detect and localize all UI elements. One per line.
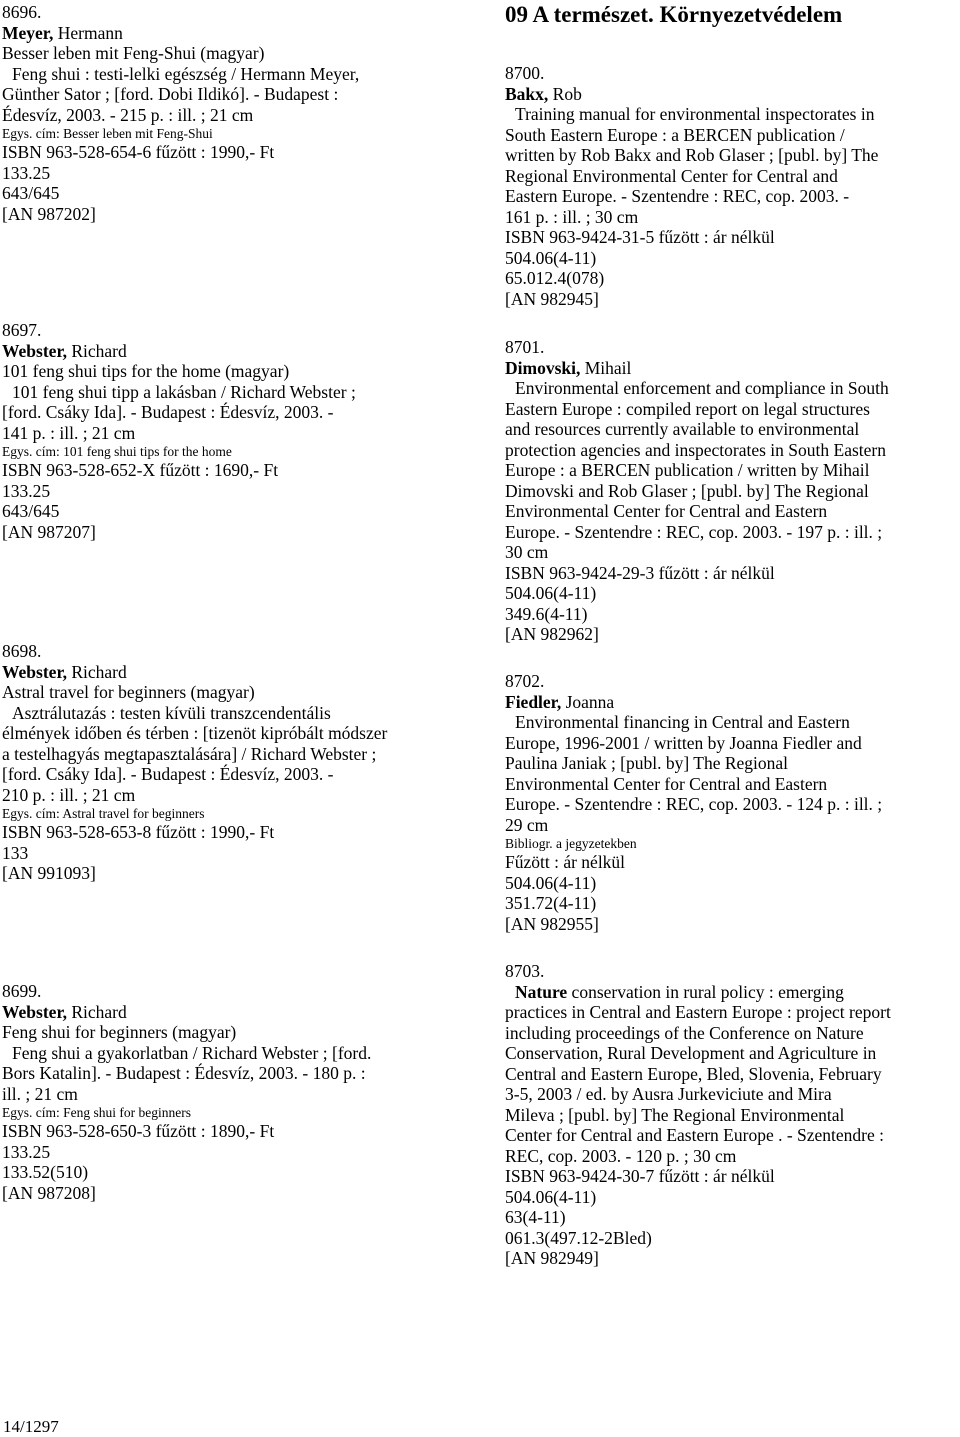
entry-number: 8698. xyxy=(2,641,42,661)
page-number: 14/1297 xyxy=(3,1417,59,1436)
description-line: Regional Environmental Center for Central and xyxy=(505,165,838,186)
description-line: 141 p. : ill. ; 21 cm xyxy=(2,422,136,443)
uniform-title: Egys. cím: Astral travel for beginners xyxy=(2,806,205,821)
catalog-entry xyxy=(2,641,482,884)
description-line: Central and Eastern Europe, Bled, Slovenia, February xyxy=(505,1063,882,1084)
description-line: Feng shui a gyakorlatban / Richard Webster ; [ford. xyxy=(12,1042,372,1063)
isbn-line: ISBN 963-9424-31-5 fűzött : ár nélkül xyxy=(505,227,775,247)
entry-author xyxy=(505,84,960,105)
catalog-entry xyxy=(505,961,960,1269)
description-line: Environmental Center for Central and Eastern xyxy=(505,501,828,521)
description-line: Conservation, Rural Development and Agriculture in xyxy=(505,1043,877,1063)
original-title: Astral travel for beginners (magyar) xyxy=(2,682,255,702)
description-line: and resources currently available to environmental xyxy=(505,419,860,439)
isbn-line: Fűzött : ár nélkül xyxy=(505,852,626,872)
entry-number: 8700. xyxy=(505,63,545,83)
classification-code: [AN 987208] xyxy=(2,1182,96,1203)
description-line: Environmental Center for Central and Eastern xyxy=(505,773,828,794)
description-line: Édesvíz, 2003. - 215 p. : ill. ; 21 cm xyxy=(2,104,254,125)
description-line: Mileva ; [publ. by] The Regional Environmental xyxy=(505,1104,845,1125)
original-title: 101 feng shui tips for the home (magyar) xyxy=(2,361,290,381)
description-line: Eastern Europe. - Szentendre : REC, cop. 2003. - xyxy=(505,186,850,206)
title-text: conservation in rural policy : emerging xyxy=(567,981,844,1002)
description-line: Dimovski and Rob Glaser ; [publ. by] The Regional xyxy=(505,480,869,501)
isbn-line: ISBN 963-528-650-3 fűzött : 1890,- Ft xyxy=(2,1121,275,1141)
classification-code: 643/645 xyxy=(2,183,60,203)
isbn-line: ISBN 963-528-652-X fűzött : 1690,- Ft xyxy=(2,460,279,480)
classification-code: [AN 991093] xyxy=(2,863,96,883)
isbn-line: ISBN 963-9424-30-7 fűzött : ár nélkül xyxy=(505,1166,775,1186)
description-line: 101 feng shui tipp a lakásban / Richard Webster ; xyxy=(12,381,356,402)
description-line: Training manual for environmental inspectorates in xyxy=(515,104,875,124)
classification-code: 504.06(4-11) xyxy=(505,583,597,603)
entry-author xyxy=(2,341,482,362)
description-line: Europe. - Szentendre : REC, cop. 2003. - 124 p. : ill. ; xyxy=(505,794,883,814)
description-line: Europe : a BERCEN publication / written by Mihail xyxy=(505,460,870,480)
description-line xyxy=(505,982,960,1003)
classification-code: 63(4-11) xyxy=(505,1207,566,1227)
author-given-name: Richard xyxy=(66,1001,127,1022)
description-line: Asztrálutazás : testen kívüli transzcendentális xyxy=(12,702,331,723)
description-line: Eastern Europe : compiled report on legal structures xyxy=(505,398,870,419)
entry-author xyxy=(505,692,960,713)
author-given-name: Joanna xyxy=(561,691,615,712)
description-line: Feng shui : testi-lelki egészség / Hermann Meyer, xyxy=(12,63,360,84)
entry-number: 8702. xyxy=(505,671,545,691)
description-line: South Eastern Europe : a BERCEN publication / xyxy=(505,124,845,145)
description-line: Günther Sator ; [ford. Dobi Ildikó]. - Budapest : xyxy=(2,84,339,104)
bibliography-note: Bibliogr. a jegyzetekben xyxy=(505,836,637,851)
author-given-name: Mihail xyxy=(580,357,632,378)
classification-code: 133.25 xyxy=(2,480,51,501)
description-line: élmények időben és térben : [tizenöt kipróbált módszer xyxy=(2,723,388,743)
description-line: 3-5, 2003 / ed. by Ausra Jurkeviciute and Mira xyxy=(505,1084,832,1104)
classification-code: 643/645 xyxy=(2,501,60,521)
classification-code: 504.06(4-11) xyxy=(505,247,597,268)
catalog-entry xyxy=(505,63,960,309)
description-line: protection agencies and inspectorates in South Eastern xyxy=(505,439,886,460)
entry-author xyxy=(2,1002,482,1023)
classification-code: 133 xyxy=(2,842,29,863)
catalog-entry xyxy=(2,2,482,224)
entry-number: 8697. xyxy=(2,320,42,340)
author-surname: Webster, xyxy=(2,1001,67,1022)
classification-code: [AN 982962] xyxy=(505,624,599,644)
classification-code: 351.72(4-11) xyxy=(505,893,597,913)
entry-author xyxy=(505,358,960,379)
author-given-name: Hermann xyxy=(53,22,123,43)
classification-code: [AN 982949] xyxy=(505,1248,599,1268)
classification-code: 65.012.4(078) xyxy=(505,268,605,288)
classification-code: [AN 982955] xyxy=(505,913,599,934)
description-line: 210 p. : ill. ; 21 cm xyxy=(2,784,136,805)
catalog-entry xyxy=(2,320,482,542)
description-line: Environmental financing in Central and Eastern xyxy=(515,712,850,732)
author-given-name: Richard xyxy=(66,661,127,682)
description-line: Center for Central and Eastern Europe . - Szentendre : xyxy=(505,1125,885,1145)
description-line: Europe, 1996-2001 / written by Joanna Fiedler and xyxy=(505,732,862,753)
author-surname: Bakx, xyxy=(505,83,549,104)
entry-number: 8703. xyxy=(505,961,545,981)
description-line: 161 p. : ill. ; 30 cm xyxy=(505,206,639,227)
description-line: written by Rob Bakx and Rob Glaser ; [publ. by] The xyxy=(505,145,879,165)
original-title: Besser leben mit Feng-Shui (magyar) xyxy=(2,43,265,63)
entry-number: 8699. xyxy=(2,981,42,1001)
section-heading: 09 A természet. Környezetvédelem xyxy=(505,2,843,27)
uniform-title: Egys. cím: Feng shui for beginners xyxy=(2,1105,191,1120)
classification-code: [AN 987207] xyxy=(2,521,96,542)
classification-code: 504.06(4-11) xyxy=(505,1186,597,1207)
classification-code: 061.3(497.12-2Bled) xyxy=(505,1227,652,1248)
description-line: including proceedings of the Conference on Nature xyxy=(505,1022,864,1043)
isbn-line: ISBN 963-528-653-8 fűzött : 1990,- Ft xyxy=(2,822,275,842)
classification-code: [AN 987202] xyxy=(2,203,96,224)
catalog-entry xyxy=(505,337,960,645)
entry-number: 8696. xyxy=(2,2,42,22)
author-surname: Webster, xyxy=(2,661,67,682)
author-surname: Fiedler, xyxy=(505,691,562,712)
description-line: REC, cop. 2003. - 120 p. ; 30 cm xyxy=(505,1145,737,1166)
author-given-name: Rob xyxy=(548,83,582,104)
classification-code: 133.25 xyxy=(2,1141,51,1162)
entry-number: 8701. xyxy=(505,337,545,357)
description-line: practices in Central and Eastern Europe : project report xyxy=(505,1002,891,1022)
catalog-entry xyxy=(505,671,960,934)
description-line: 30 cm xyxy=(505,542,549,562)
uniform-title: Egys. cím: Besser leben mit Feng-Shui xyxy=(2,126,213,141)
isbn-line: ISBN 963-9424-29-3 fűzött : ár nélkül xyxy=(505,562,775,583)
description-line: Bors Katalin]. - Budapest : Édesvíz, 2003. - 180 p. : xyxy=(2,1063,366,1083)
description-line: 29 cm xyxy=(505,814,549,835)
author-surname: Meyer, xyxy=(2,22,54,43)
classification-code: 133.52(510) xyxy=(2,1162,89,1182)
description-line: Environmental enforcement and compliance in South xyxy=(515,378,889,398)
title-keyword: Nature xyxy=(515,981,568,1002)
description-line: ill. ; 21 cm xyxy=(2,1083,78,1104)
classification-code: [AN 982945] xyxy=(505,288,599,309)
entry-author xyxy=(2,662,482,683)
author-surname: Dimovski, xyxy=(505,357,581,378)
entry-author xyxy=(2,23,482,44)
original-title: Feng shui for beginners (magyar) xyxy=(2,1022,237,1042)
description-line: Paulina Janiak ; [publ. by] The Regional xyxy=(505,753,789,773)
description-line: a testelhagyás megtapasztalására] / Richard Webster ; xyxy=(2,743,377,764)
classification-code: 133.25 xyxy=(2,162,51,183)
isbn-line: ISBN 963-528-654-6 fűzött : 1990,- Ft xyxy=(2,142,275,162)
description-line: Europe. - Szentendre : REC, cop. 2003. - 197 p. : ill. ; xyxy=(505,521,883,542)
author-surname: Webster, xyxy=(2,340,67,361)
classification-code: 504.06(4-11) xyxy=(505,872,597,893)
description-line: [ford. Csáky Ida]. - Budapest : Édesvíz, 2003. - xyxy=(2,402,334,422)
catalog-entry xyxy=(2,981,482,1203)
description-line: [ford. Csáky Ida]. - Budapest : Édesvíz, 2003. - xyxy=(2,764,334,784)
uniform-title: Egys. cím: 101 feng shui tips for the home xyxy=(2,444,232,459)
author-given-name: Richard xyxy=(66,340,127,361)
classification-code: 349.6(4-11) xyxy=(505,603,588,624)
